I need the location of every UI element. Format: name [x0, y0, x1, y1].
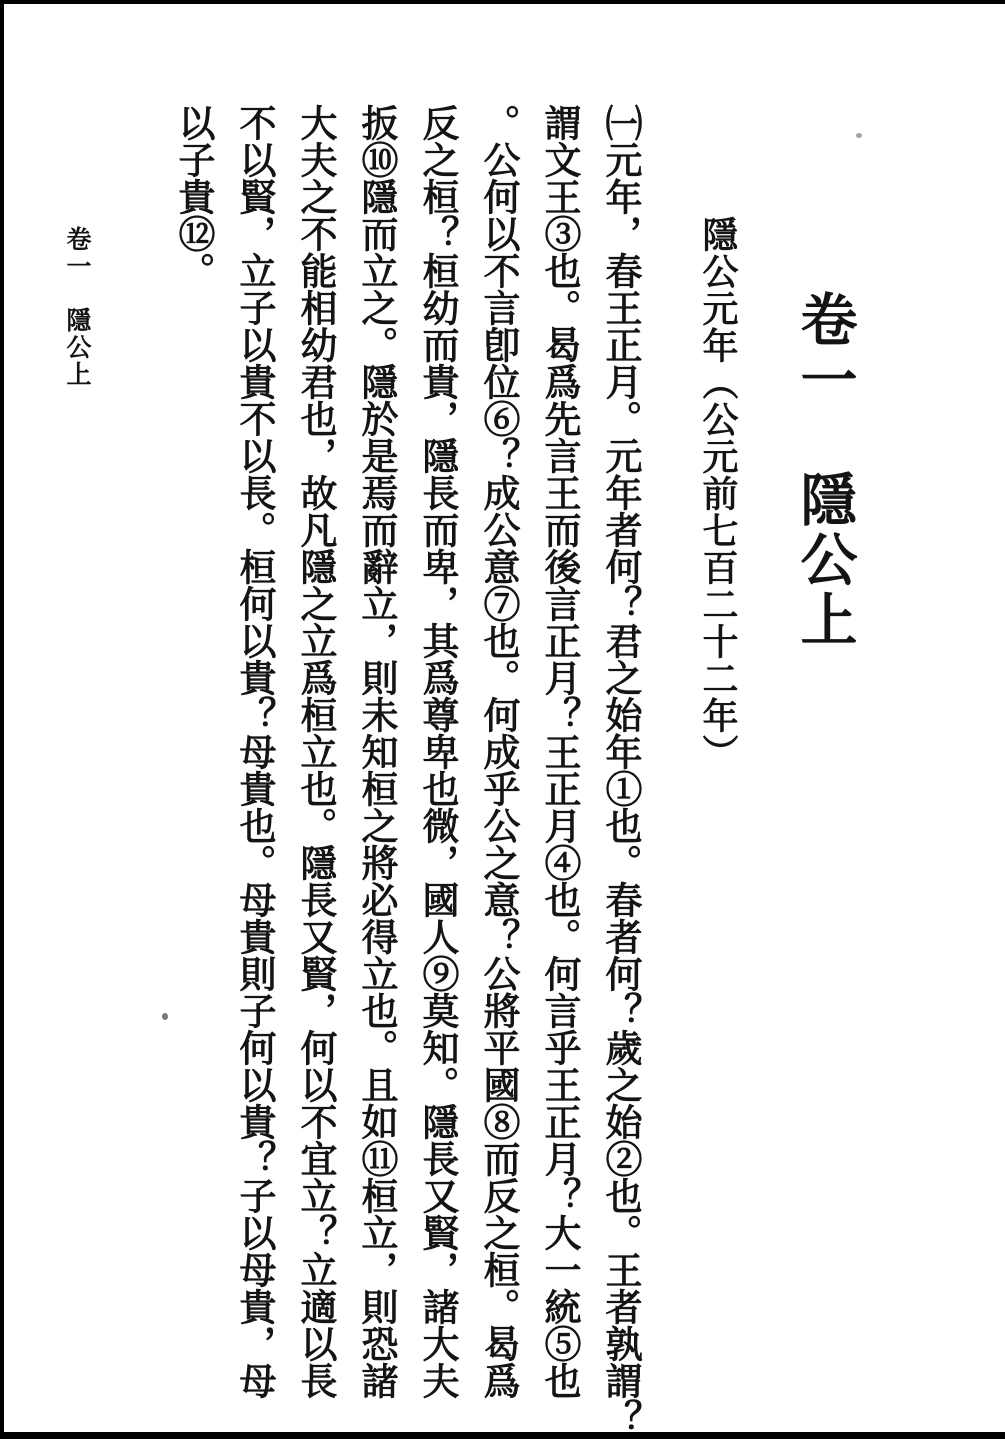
text-column-6: 大夫之不能相幼君也，故凡隱之立爲桓立也。隱長又賢，何以不宜立？立適以長: [294, 104, 335, 1399]
volume-title: 卷一 隱公上: [792, 290, 855, 650]
scan-edge-top: [0, 0, 1005, 4]
scan-speck: [856, 133, 862, 138]
text-column-7: 不以賢，立子以貴不以長。桓何以貴？母貴也。母貴則子何以貴？子以母貴，母: [233, 104, 274, 1399]
text-column-2: 謂文王③也。曷爲先言王而後言正月？王正月④也。何言乎王正月？大一統⑤也: [538, 104, 579, 1399]
scan-edge-left: [0, 0, 4, 1439]
body-text: [160, 104, 650, 1434]
margin-label: 卷一 隱公上: [63, 226, 90, 388]
text-column-4: 反之桓？桓幼而貴，隱長而卑，其爲尊卑也微，國人⑨莫知。隱長又賢，諸大夫: [416, 104, 457, 1399]
text-column-5: 扳⑩隱而立之。隱於是焉而辭立，則未知桓之將必得立也。且如⑪桓立，則恐諸: [355, 104, 396, 1399]
scan-speck: [162, 1013, 168, 1020]
text-column-1: ㈠元年，春王正月。元年者何？君之始年①也。春者何？歲之始②也。王者孰謂？: [599, 104, 640, 1436]
chapter-heading: 隱公元年（公元前七百二十二年）: [698, 216, 738, 771]
text-column-8: 以子貴⑫。: [172, 104, 213, 289]
text-column-3: 。公何以不言卽位⑥？成公意⑦也。何成乎公之意？公將平國⑧而反之桓。曷爲: [477, 104, 518, 1399]
